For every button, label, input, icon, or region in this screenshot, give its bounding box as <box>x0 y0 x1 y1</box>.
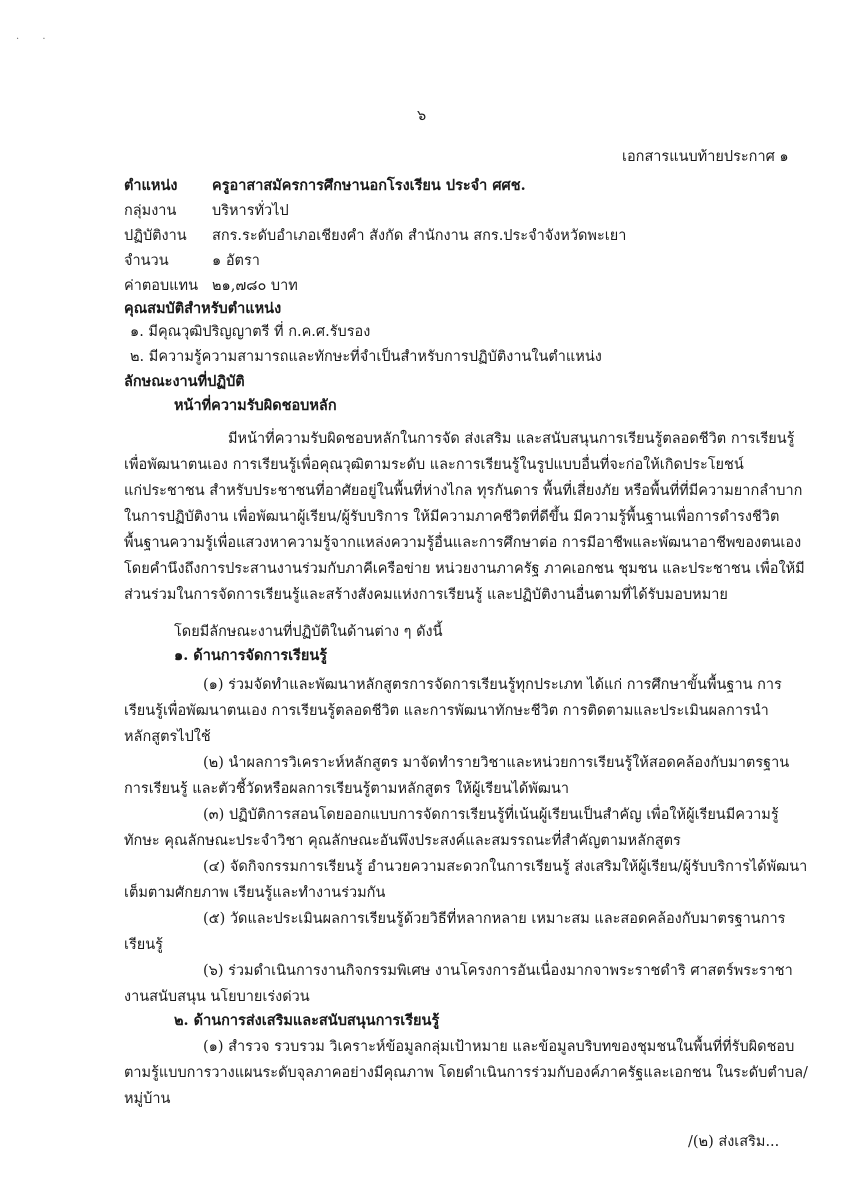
count-value: ๑ อัตรา <box>212 253 260 269</box>
duties-heading: ลักษณะงานที่ปฏิบัติ <box>124 373 245 390</box>
scan-specks: · · <box>16 34 56 45</box>
duties-paragraph-line: ในการปฏิบัติงาน เพื่อพัฒนาผู้เรียน/ผู้รับบริการ ให้มีความภาคชีวิตที่ดีขึ้น มีความรู้พื้นฐานเพื่อการดำรงชีวิต <box>124 509 780 525</box>
section1-line: การเรียนรู้ และตัวชี้วัดหรือผลการเรียนรู้ตามหลักสูตร ให้ผู้เรียนได้พัฒนา <box>124 781 570 797</box>
group-value: บริหารทั่วไป <box>212 203 289 219</box>
position-value: ครูอาสาสมัครการศึกษานอกโรงเรียน ประจำ ศศช. <box>212 177 526 194</box>
pay-label: ค่าตอบแทน <box>124 278 198 294</box>
section1-line: เต็มตามศักยภาพ เรียนรู้และทำงานร่วมกัน <box>124 885 386 901</box>
duties-paragraph-line: โดยคำนึงถึงการประสานงานร่วมกับภาคีเครือข่าย หน่วยงานภาครัฐ ภาคเอกชน ชุมชน และประชาชน เพื่อให้มี <box>124 561 805 577</box>
work-label: ปฏิบัติงาน <box>124 228 187 244</box>
annex-label: เอกสารแนบท้ายประกาศ ๑ <box>622 149 789 165</box>
work-value: สกร.ระดับอำเภอเชียงคำ สังกัด สำนักงาน สกร.ประจำจังหวัดพะเยา <box>212 228 627 244</box>
section1-title: ๑. ด้านการจัดการเรียนรู้ <box>174 647 328 664</box>
count-label: จำนวน <box>124 253 169 269</box>
duties-intro: โดยมีลักษณะงานที่ปฏิบัติในด้านต่าง ๆ ดังนี้ <box>174 624 443 640</box>
section1-line: เรียนรู้เพื่อพัฒนาตนเอง การเรียนรู้ตลอดชีวิต และการพัฒนาทักษะชีวิต การติดตามและประเมินผลการนำ <box>124 703 769 719</box>
section1-line: (๔) จัดกิจกรรมการเรียนรู้ อำนวยความสะดวกในการเรียนรู้ ส่งเสริมให้ผู้เรียน/ผู้รับบริการได้พัฒนา <box>203 859 808 875</box>
section1-line: หลักสูตรไปใช้ <box>124 729 211 745</box>
position-label: ตำแหน่ง <box>124 177 178 194</box>
duties-paragraph-line: ส่วนร่วมในการจัดการเรียนรู้และสร้างสังคมแห่งการเรียนรู้ และปฏิบัติงานอื่นตามที่ได้รับมอบหมาย <box>124 587 728 603</box>
qualifications-heading: คุณสมบัติสำหรับตำแหน่ง <box>124 300 282 317</box>
section2-line: (๑) สำรวจ รวบรวม วิเคราะห์ข้อมูลกลุ่มเป้าหมาย และข้อมูลบริบทของชุมชนในพื้นที่ที่รับผิดชอบ <box>203 1039 795 1055</box>
group-label: กลุ่มงาน <box>124 203 177 219</box>
section2-line: ตามรู้แบบการวางแผนระดับจุลภาคอย่างมีคุณภาพ โดยดำเนินการร่วมกับองค์ภาครัฐและเอกชน ในระดับตำบล/ <box>124 1065 808 1081</box>
section1-line: งานสนับสนุน นโยบายเร่งด่วน <box>124 989 310 1005</box>
section1-line: (๒) นำผลการวิเคราะห์หลักสูตร มาจัดทำรายวิชาและหน่วยการเรียนรู้ให้สอดคล้องกับมาตรฐาน <box>203 755 790 771</box>
section1-line: (๑) ร่วมจัดทำและพัฒนาหลักสูตรการจัดการเรียนรู้ทุกประเภท ได้แก่ การศึกษาขั้นพื้นฐาน การ <box>203 677 782 693</box>
section2-title: ๒. ด้านการส่งเสริมและสนับสนุนการเรียนรู้ <box>174 1012 440 1029</box>
section1-line: (๓) ปฏิบัติการสอนโดยออกแบบการจัดการเรียนรู้ที่เน้นผู้เรียนเป็นสำคัญ เพื่อให้ผู้เรียนมีความรู้ <box>203 807 779 823</box>
qualification-item: ๑. มีคุณวุฒิปริญญาตรี ที่ ก.ค.ศ.รับรอง <box>130 324 371 340</box>
section1-line: ทักษะ คุณลักษณะประจำวิชา คุณลักษณะอันพึงประสงค์และสมรรถนะที่สำคัญตามหลักสูตร <box>124 833 681 849</box>
section1-line: (๕) วัดและประเมินผลการเรียนรู้ด้วยวิธีที่หลากหลาย เหมาะสม และสอดคล้องกับมาตรฐานการ <box>203 911 786 927</box>
section1-line: เรียนรู้ <box>124 937 163 953</box>
duties-paragraph-line: พื้นฐานความรู้เพื่อแสวงหาความรู้จากแหล่งความรู้อื่นและการศึกษาต่อ การมีอาชีพและพัฒนาอาชีพของตนเอง <box>124 535 802 551</box>
duties-paragraph-line: เพื่อพัฒนาตนเอง การเรียนรู้เพื่อคุณวุฒิตามระดับ และการเรียนรู้ในรูปแบบอื่นที่จะก่อให้เกิดประโยชน์ <box>124 457 744 473</box>
continuation-text: /(๒) ส่งเสริม... <box>688 1134 780 1150</box>
page-number: ๖ <box>417 108 427 124</box>
duties-subheading: หน้าที่ความรับผิดชอบหลัก <box>174 397 337 414</box>
section1-line: (๖) ร่วมดำเนินการงานกิจกรรมพิเศษ งานโครงการอันเนื่องมากจาพระราชดำริ ศาสตร์พระราชา <box>203 963 793 979</box>
qualification-item: ๒. มีความรู้ความสามารถและทักษะที่จำเป็นสำหรับการปฏิบัติงานในตำแหน่ง <box>130 349 602 365</box>
duties-paragraph-line: แก่ประชาชน สำหรับประชาชนที่อาศัยอยู่ในพื้นที่ห่างไกล ทุรกันดาร พื้นที่เสี่ยงภัย หรือพื้นที่ที่มีความยากลำบาก <box>124 483 803 499</box>
section2-line: หมู่บ้าน <box>124 1091 171 1107</box>
pay-value: ๒๑,๗๘๐ บาท <box>212 278 298 294</box>
duties-paragraph-line: มีหน้าที่ความรับผิดชอบหลักในการจัด ส่งเสริม และสนับสนุนการเรียนรู้ตลอดชีวิต การเรียนรู้ <box>228 431 795 447</box>
